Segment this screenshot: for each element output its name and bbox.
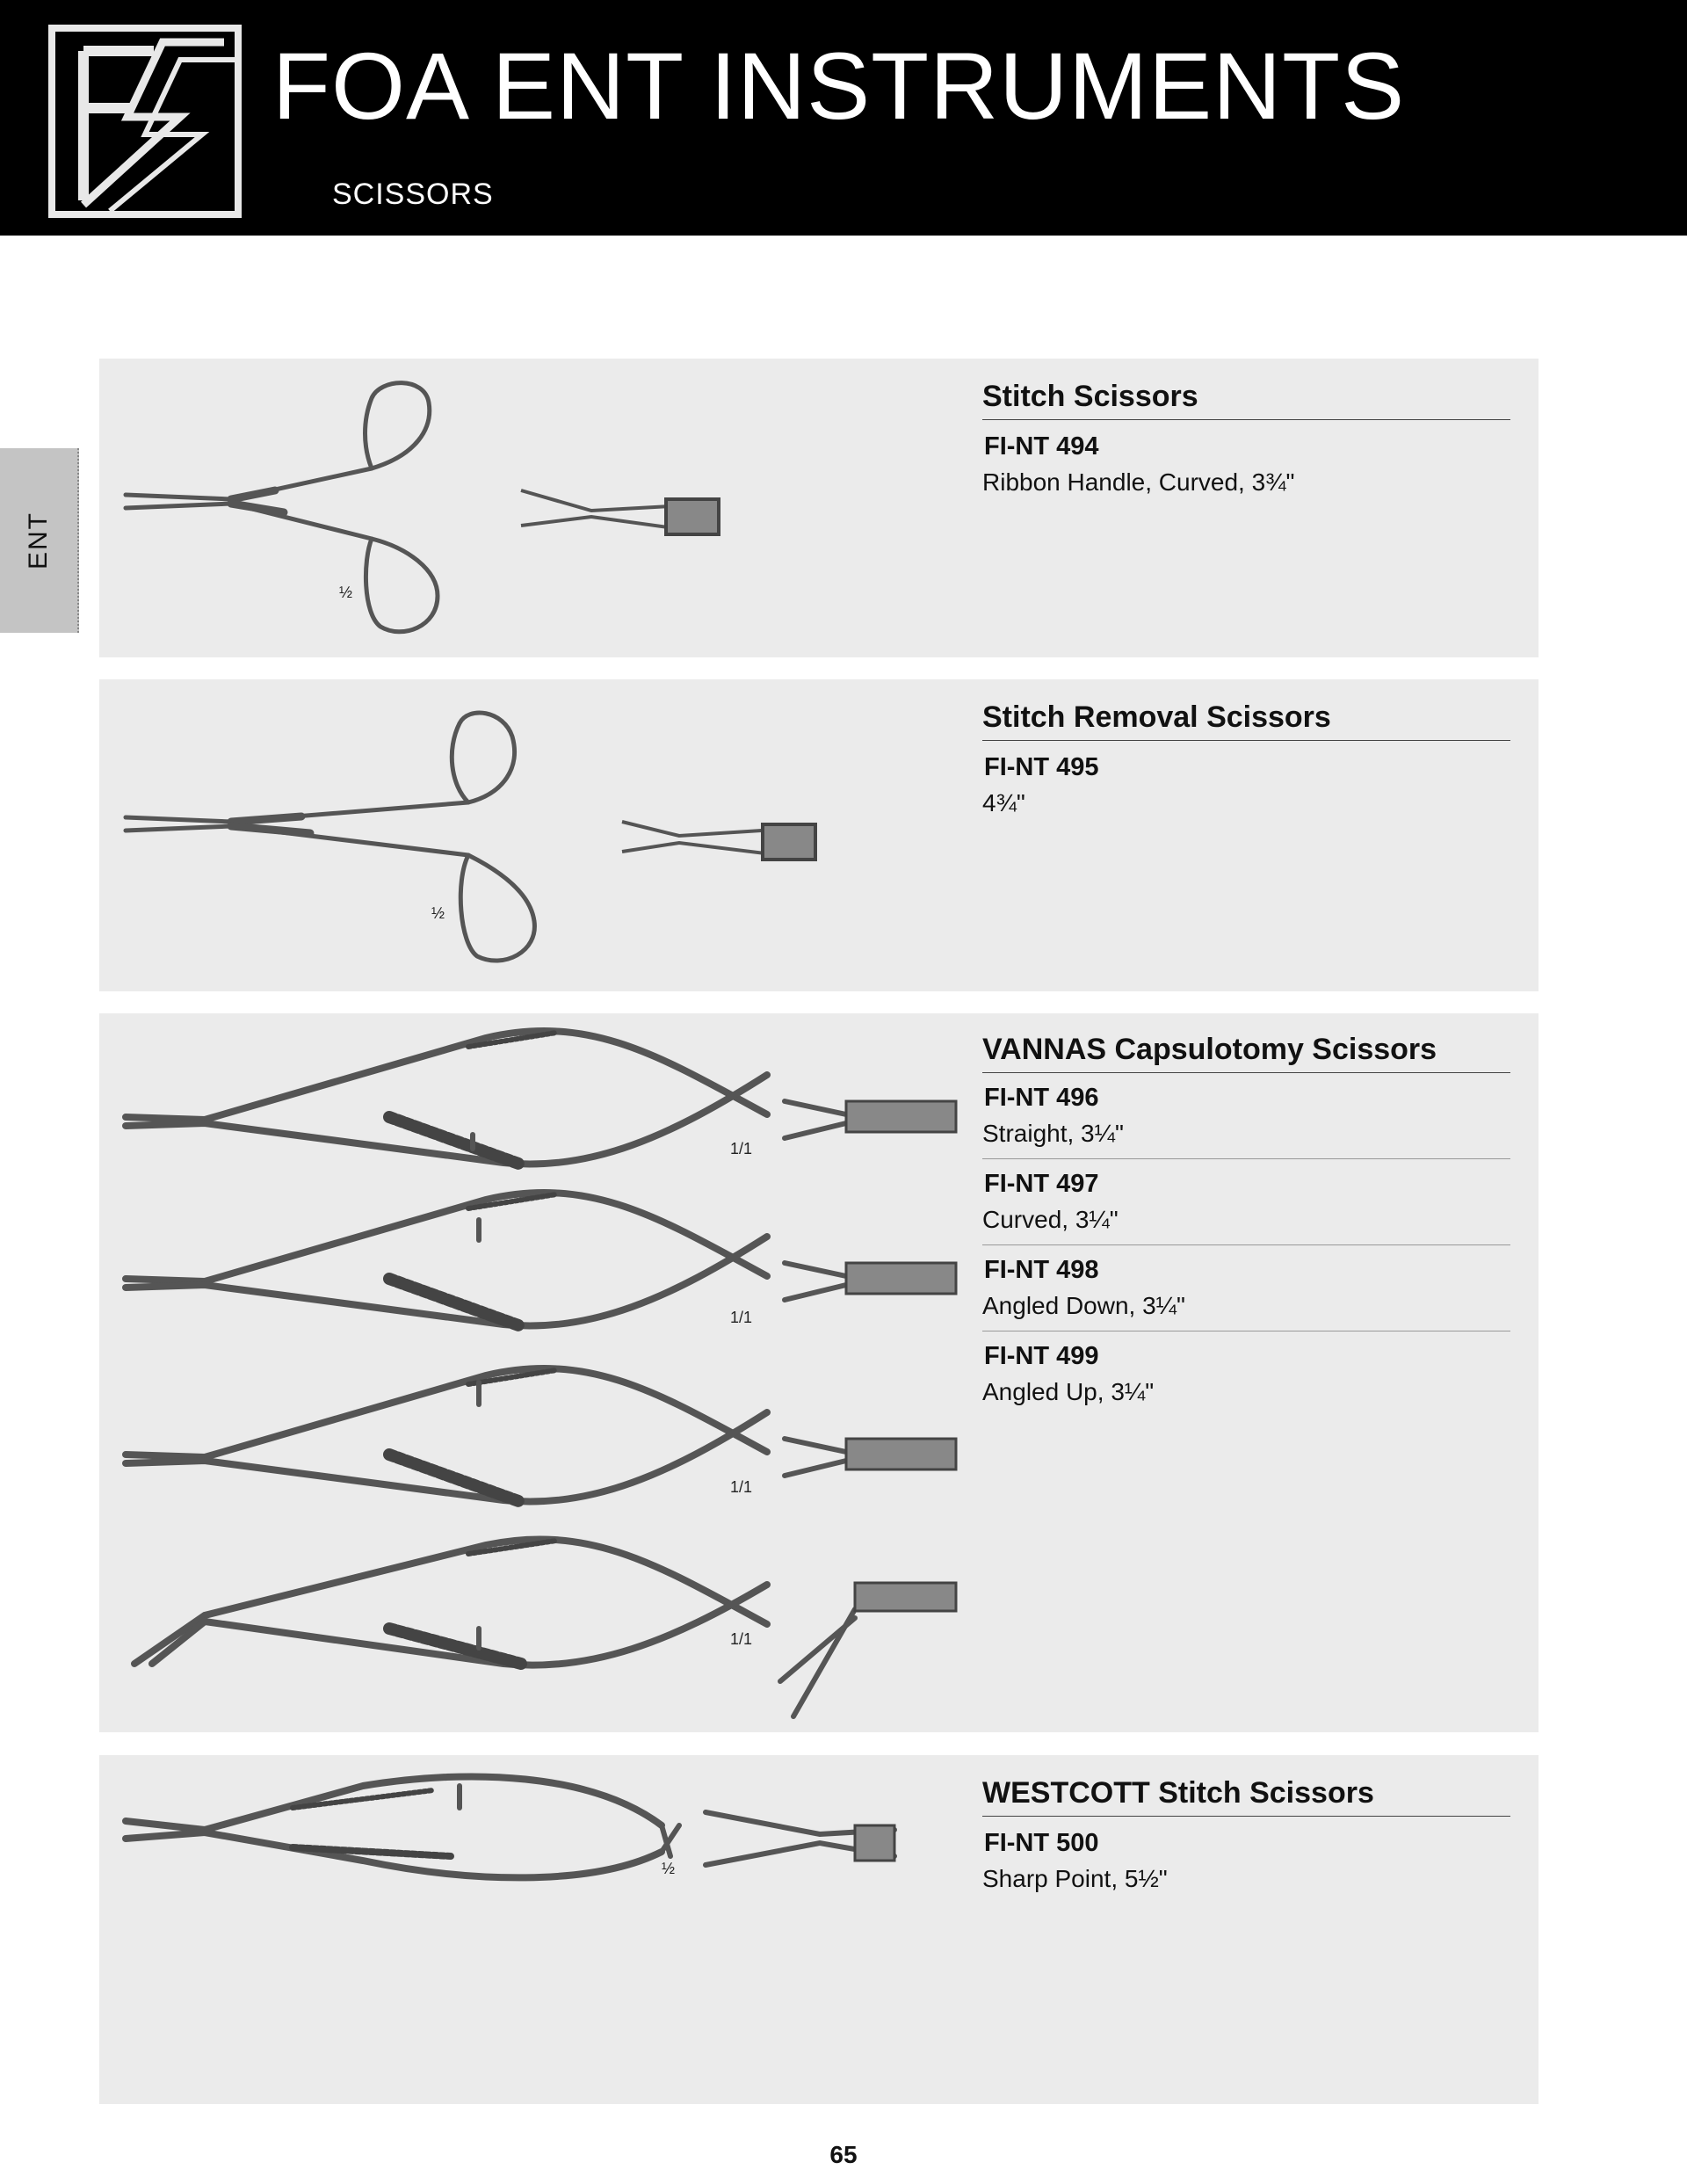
section-subtitle: SCISSORS	[332, 178, 494, 211]
vannas-scissors-straight	[126, 1031, 956, 1165]
vannas-scissors-angled-down	[126, 1368, 956, 1502]
product-code: FI-NT 497	[984, 1170, 1099, 1198]
scale-label: 1/1	[730, 1630, 753, 1648]
westcott-scissors-illustration	[99, 1755, 934, 2104]
scale-label: 1/1	[730, 1140, 753, 1157]
product-description: Straight, 3¼"	[982, 1120, 1124, 1147]
variant-row	[982, 1084, 1510, 1159]
scale-label: ½	[662, 1860, 676, 1877]
product-info	[982, 1033, 1510, 1417]
variant-row	[982, 1342, 1510, 1417]
page-number: 65	[829, 2141, 858, 2168]
page-header	[0, 0, 1687, 236]
stitch-removal-scissors-illustration	[99, 679, 890, 991]
product-description: Ribbon Handle, Curved, 3¾"	[982, 468, 1295, 496]
product-code: FI-NT 495	[984, 753, 1099, 781]
product-title: WESTCOTT Stitch Scissors	[982, 1776, 1510, 1817]
product-description: Angled Down, 3¼"	[982, 1292, 1185, 1319]
side-tab	[0, 448, 79, 633]
variant-row	[982, 1256, 1510, 1331]
product-code: FI-NT 494	[984, 432, 1099, 461]
side-tab-label: ENT	[24, 512, 53, 570]
product-info	[982, 1776, 1510, 1893]
product-code: FI-NT 496	[984, 1084, 1099, 1112]
product-panel-stitch-removal-scissors	[99, 679, 1539, 991]
vannas-scissors-illustration	[99, 1013, 960, 1732]
foa-logo	[48, 25, 242, 218]
product-description: 4¾"	[982, 789, 1025, 816]
scale-label: 1/1	[730, 1478, 753, 1496]
product-description: Sharp Point, 5½"	[982, 1865, 1168, 1892]
scale-label: ½	[431, 904, 445, 922]
product-code: FI-NT 499	[984, 1342, 1099, 1370]
product-panel-vannas-scissors	[99, 1013, 1539, 1732]
stitch-scissors-illustration	[99, 359, 890, 657]
page-title: FOA ENT INSTRUMENTS	[272, 33, 1406, 139]
vannas-scissors-angled-up	[134, 1539, 956, 1716]
scale-label: ½	[339, 584, 353, 601]
variant-row	[982, 1170, 1510, 1245]
product-info	[982, 700, 1510, 817]
scale-label: 1/1	[730, 1309, 753, 1326]
product-info	[982, 380, 1510, 497]
product-code: FI-NT 498	[984, 1256, 1099, 1284]
product-description: Angled Up, 3¼"	[982, 1378, 1155, 1405]
product-code: FI-NT 500	[984, 1829, 1099, 1857]
product-title: Stitch Scissors	[982, 380, 1510, 420]
vannas-scissors-curved	[126, 1193, 956, 1326]
product-panel-stitch-scissors	[99, 359, 1539, 657]
product-description: Curved, 3¼"	[982, 1206, 1119, 1233]
product-title: Stitch Removal Scissors	[982, 700, 1510, 741]
product-panel-westcott-scissors	[99, 1755, 1539, 2104]
product-title: VANNAS Capsulotomy Scissors	[982, 1033, 1510, 1073]
